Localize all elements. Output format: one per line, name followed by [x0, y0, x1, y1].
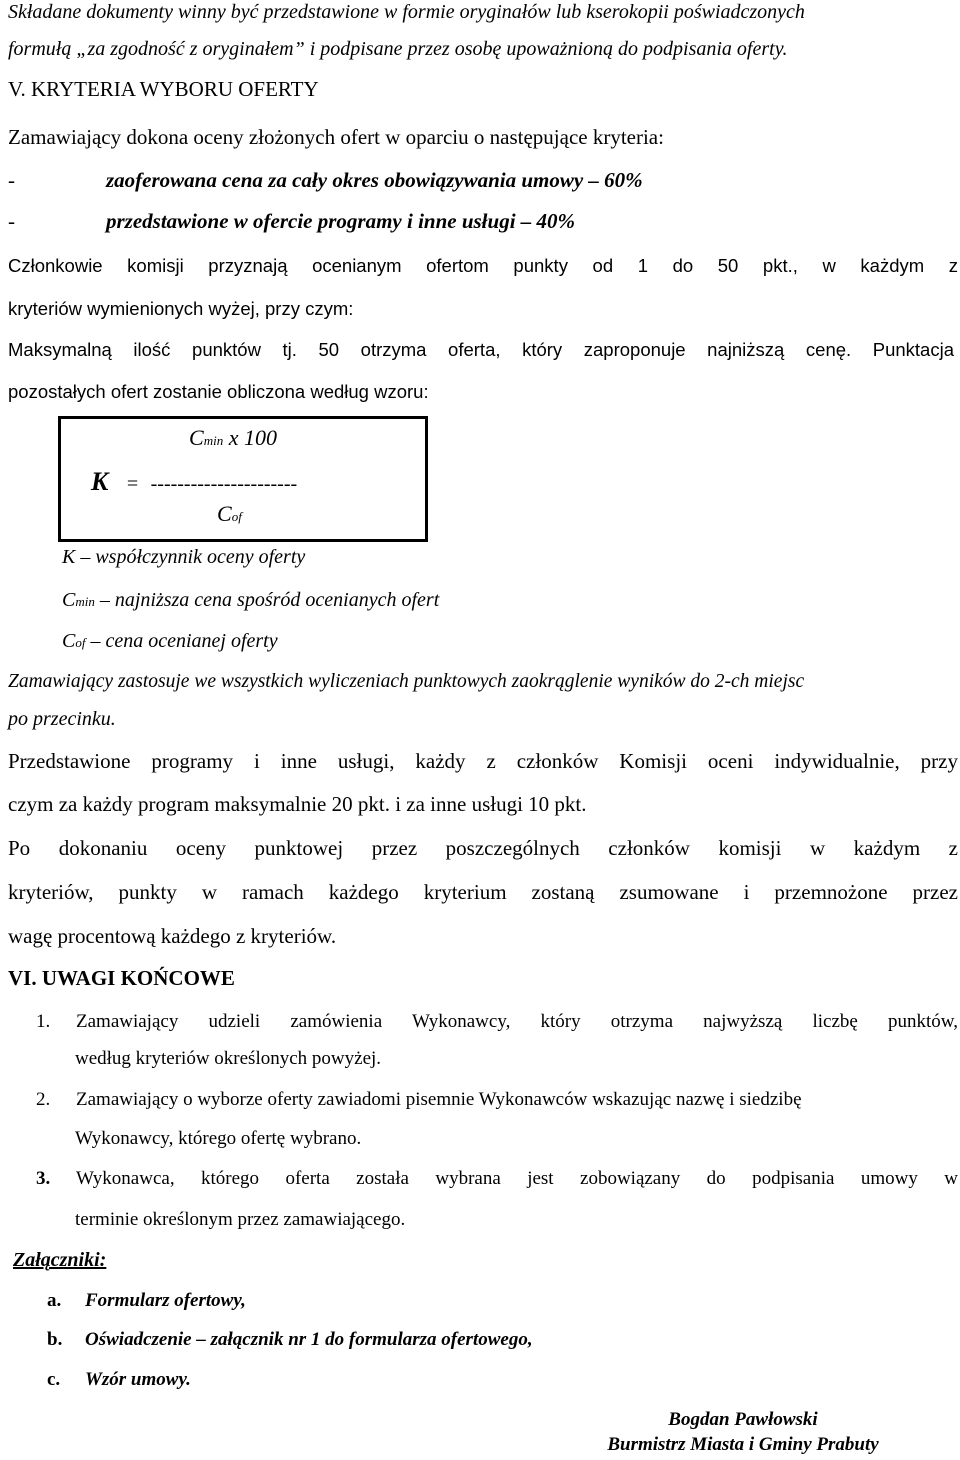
max-points-line-2: pozostałych ofert zostanie obliczona według wzoru: — [8, 381, 429, 402]
remark-1-line-2: według kryteriów określonych powyżej. — [75, 1048, 382, 1069]
formula-min-subscript: min — [203, 433, 224, 448]
formula-equals: = — [126, 473, 139, 495]
section-5-heading: V. KRYTERIA WYBORU OFERTY — [8, 77, 319, 101]
max-points-line-1: Maksymalną ilość punktów tj. 50 otrzyma oferta, który zaproponuje najniższą cenę. Punktacja — [8, 339, 954, 360]
legend-symbol: K — [62, 546, 76, 568]
summary-line-2: kryteriów, punkty w ramach każdego kryterium zostaną zsumowane i przemnożone przez — [8, 880, 958, 904]
summary-line-1: Po dokonaniu oceny punktowej przez poszczególnych członków komisji w każdym z — [8, 836, 958, 860]
criterion-bullet: - — [8, 209, 15, 233]
signature-title: Burmistrz Miasta i Gminy Prabuty — [607, 1434, 879, 1455]
attachment-c — [47, 1368, 960, 1392]
attachment-a — [47, 1289, 960, 1313]
remark-1-line-1 — [8, 1010, 958, 1034]
criterion-price — [8, 168, 960, 192]
remark-2-line-2: Wykonawcy, którego ofertę wybrano. — [75, 1128, 362, 1149]
legend-text: – współczynnik oceny oferty — [75, 546, 306, 568]
criterion-text: zaoferowana cena za cały okres obowiązywania umowy – 60% — [106, 168, 643, 192]
remark-3-line-1 — [8, 1167, 958, 1191]
signature-name: Bogdan Pawłowski — [668, 1409, 818, 1430]
attachment-letter: c. — [47, 1369, 61, 1390]
rounding-line-2: po przecinku. — [8, 708, 116, 730]
remark-3-line-2: terminie określonym przez zamawiającego. — [75, 1209, 406, 1230]
formula-of-subscript: of — [231, 509, 242, 524]
legend-cmin — [62, 588, 960, 614]
legend-subscript: of — [75, 635, 86, 650]
remark-number: 3. — [36, 1168, 51, 1189]
points-line-1: Członkowie komisji przyznają ocenianym ofertom punkty od 1 do 50 pkt., w każdym z — [8, 255, 958, 276]
formula-k-symbol: K — [91, 467, 109, 496]
summary-line-3: wagę procentową każdego z kryteriów. — [8, 924, 337, 948]
intro-line-1: Składane dokumenty winny być przedstawione w formie oryginałów lub kserokopii poświadczonych — [8, 1, 805, 23]
formula-denominator — [217, 501, 242, 527]
attachment-letter: b. — [47, 1329, 63, 1350]
attachment-text: Formularz ofertowy, — [85, 1290, 246, 1311]
remark-text: Zamawiający o wyborze oferty zawiadomi pisemnie Wykonawców wskazując nazwę i siedzibę — [76, 1089, 802, 1110]
legend-text: – najniższa cena spośród ocenianych ofert — [94, 589, 440, 611]
formula-multiplier: x 100 — [223, 425, 277, 450]
criterion-programs — [8, 209, 960, 233]
attachment-text: Wzór umowy. — [85, 1369, 191, 1390]
remark-number: 2. — [36, 1089, 51, 1110]
section-6-heading: VI. UWAGI KOŃCOWE — [8, 966, 235, 990]
formula-numerator — [189, 425, 277, 451]
formula-fraction-line: ---------------------- — [150, 473, 298, 495]
programs-line-2: czym za każdy program maksymalnie 20 pkt. i za inne usługi 10 pkt. — [8, 792, 587, 816]
legend-cof — [62, 629, 960, 655]
remark-number: 1. — [36, 1011, 51, 1032]
remark-text: Zamawiający udzieli zamówienia Wykonawcy, który otrzyma najwyższą liczbę punktów, — [76, 1011, 958, 1032]
formula-c-symbol: C — [189, 425, 204, 450]
intro-line-2: formułą „za zgodność z oryginałem” i podpisane przez osobę upoważnioną do podpisania oferty. — [8, 38, 788, 60]
criterion-bullet: - — [8, 168, 15, 192]
attachment-b — [47, 1328, 960, 1352]
attachment-letter: a. — [47, 1290, 62, 1311]
legend-symbol: C — [62, 589, 76, 611]
criterion-text: przedstawione w ofercie programy i inne usługi – 40% — [106, 209, 576, 233]
formula-box — [58, 416, 428, 542]
points-line-2: kryteriów wymienionych wyżej, przy czym: — [8, 298, 354, 319]
rounding-line-1: Zamawiający zastosuje we wszystkich wyliczeniach punktowych zaokrąglenie wyników do 2-ch miejsc — [8, 671, 805, 692]
attachment-text: Oświadczenie – załącznik nr 1 do formularza ofertowego, — [85, 1329, 533, 1350]
section-5-lead: Zamawiający dokona oceny złożonych ofert w oparciu o następujące kryteria: — [8, 125, 664, 149]
remark-text: Wykonawca, którego oferta została wybrana jest zobowiązany do podpisania umowy w — [76, 1168, 958, 1189]
programs-line-1: Przedstawione programy i inne usługi, każdy z członków Komisji oceni indywidualnie, przy — [8, 749, 958, 773]
formula-main-row — [91, 467, 297, 497]
attachments-heading: Załączniki: — [13, 1249, 107, 1271]
legend-subscript: min — [75, 594, 95, 609]
remark-2-line-1 — [8, 1088, 960, 1112]
legend-symbol: C — [62, 630, 76, 652]
legend-k — [62, 545, 960, 569]
formula-c-symbol: C — [217, 501, 232, 526]
legend-text: – cena ocenianej oferty — [85, 630, 278, 652]
